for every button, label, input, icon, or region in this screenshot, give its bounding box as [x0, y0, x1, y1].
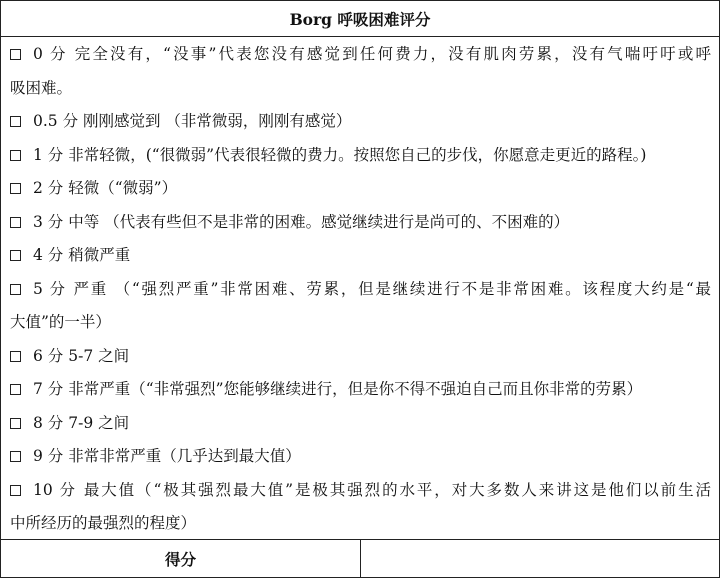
- option-text: 0.5 分 刚刚感觉到 （非常微弱，刚刚有感觉）: [33, 112, 352, 130]
- scale-option: [1, 239, 719, 273]
- option-text: 10 分 最大值（“极其强烈最大值”是极其强烈的水平，对大多数人来讲这是他们以前生活: [33, 480, 711, 499]
- checkbox[interactable]: [10, 351, 21, 362]
- checkbox[interactable]: [10, 49, 21, 60]
- checkbox[interactable]: [10, 418, 21, 429]
- option-text: 吸困难。: [10, 78, 73, 97]
- checkbox[interactable]: [10, 384, 21, 395]
- option-text: 9 分 非常非常严重（几乎达到最大值）: [33, 447, 301, 465]
- checkbox[interactable]: [10, 183, 21, 194]
- option-text: 5 分 严重 （“强烈严重”非常困难、劳累，但是继续进行不是非常困难。该程度大约是“最: [33, 279, 711, 298]
- option-text: 2 分 轻微（“微弱”）: [33, 179, 178, 197]
- scale-option: [1, 105, 719, 139]
- checkbox[interactable]: [10, 250, 21, 261]
- scale-option: [1, 38, 719, 72]
- scale-option-continuation: [1, 306, 719, 340]
- scale-option-continuation: [1, 72, 719, 106]
- scale-option: [1, 407, 719, 441]
- score-row: [1, 540, 719, 577]
- option-text: 4 分 稍微严重: [33, 246, 131, 264]
- checkbox[interactable]: [10, 217, 21, 228]
- scale-option: [1, 373, 719, 407]
- checkbox[interactable]: [10, 284, 21, 295]
- scale-option: [1, 440, 719, 474]
- checkbox[interactable]: [10, 116, 21, 127]
- option-text: 6 分 5-7 之间: [33, 346, 130, 365]
- scale-option-continuation: [1, 507, 719, 540]
- checkbox[interactable]: [10, 150, 21, 161]
- score-value-cell[interactable]: [361, 540, 719, 577]
- scale-option: [1, 474, 719, 508]
- option-text: 8 分 7-9 之间: [33, 413, 130, 432]
- option-text: 1 分 非常轻微，(“很微弱”代表很轻微的费力。按照您自己的步伐，你愿意走更近的路程。): [33, 145, 647, 164]
- option-text: 0 分 完全没有，“没事”代表您没有感觉到任何费力，没有肌肉劳累，没有气喘吁吁或呼: [33, 45, 711, 63]
- option-text: 大值”的一半）: [10, 313, 111, 331]
- score-label: 得分: [1, 540, 361, 577]
- scale-option: [1, 139, 719, 173]
- scale-option: [1, 206, 719, 240]
- scale-option: [1, 340, 719, 374]
- table-title: Borg 呼吸困难评分: [1, 1, 719, 37]
- scale-option: [1, 172, 719, 206]
- option-text: 3 分 中等 （代表有些但不是非常的困难。感觉继续进行是尚可的、不困难的）: [33, 212, 570, 231]
- option-text: 7 分 非常严重（“非常强烈”您能够继续进行，但是你不得不强迫自己而且你非常的劳累）: [33, 380, 643, 398]
- scale-option: [1, 273, 719, 307]
- checkbox[interactable]: [10, 485, 21, 496]
- checkbox[interactable]: [10, 451, 21, 462]
- option-text: 中所经历的最强烈的程度）: [10, 514, 197, 532]
- scale-options-list: [1, 37, 719, 540]
